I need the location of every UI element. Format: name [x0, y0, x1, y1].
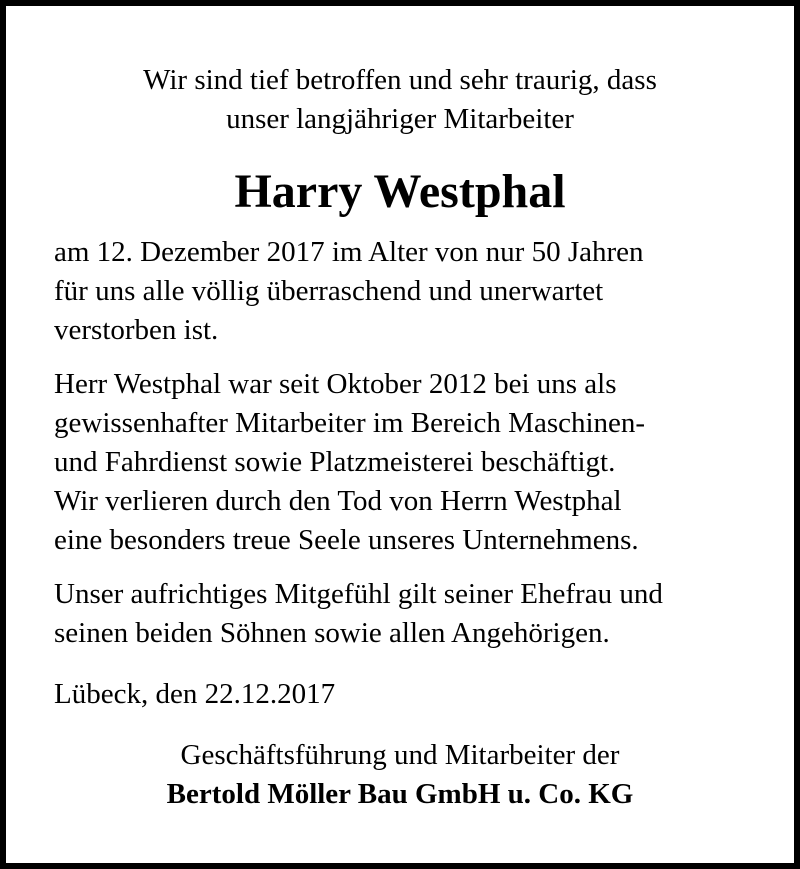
- deceased-name: Harry Westphal: [234, 165, 566, 218]
- place-date: Lübeck, den 22.12.2017: [54, 678, 336, 710]
- paragraph-2-line-5: eine besonders treue Seele unseres Unternehmens.: [54, 524, 639, 556]
- paragraph-3-line-1: Unser aufrichtiges Mitgefühl gilt seiner Ehefrau und: [54, 578, 663, 610]
- company-name: Bertold Möller Bau GmbH u. Co. KG: [166, 778, 634, 810]
- intro-line-1: Wir sind tief betroffen und sehr traurig, dass: [143, 64, 657, 96]
- paragraph-1-line-2: für uns alle völlig überraschend und unerwartet: [54, 275, 604, 307]
- paragraph-1-line-1: am 12. Dezember 2017 im Alter von nur 50 Jahren: [54, 236, 644, 268]
- paragraph-2-line-3: und Fahrdienst sowie Platzmeisterei beschäftigt.: [54, 446, 616, 478]
- paragraph-2-line-4: Wir verlieren durch den Tod von Herrn Westphal: [54, 485, 622, 517]
- signature-line: Geschäftsführung und Mitarbeiter der: [180, 739, 620, 771]
- paragraph-3-line-2: seinen beiden Söhnen sowie allen Angehörigen.: [54, 617, 610, 649]
- paragraph-2-line-1: Herr Westphal war seit Oktober 2012 bei uns als: [54, 368, 617, 400]
- paragraph-1-line-3: verstorben ist.: [54, 314, 219, 346]
- intro-line-2: unser langjähriger Mitarbeiter: [226, 103, 574, 135]
- paragraph-2-line-2: gewissenhafter Mitarbeiter im Bereich Maschinen-: [54, 407, 646, 439]
